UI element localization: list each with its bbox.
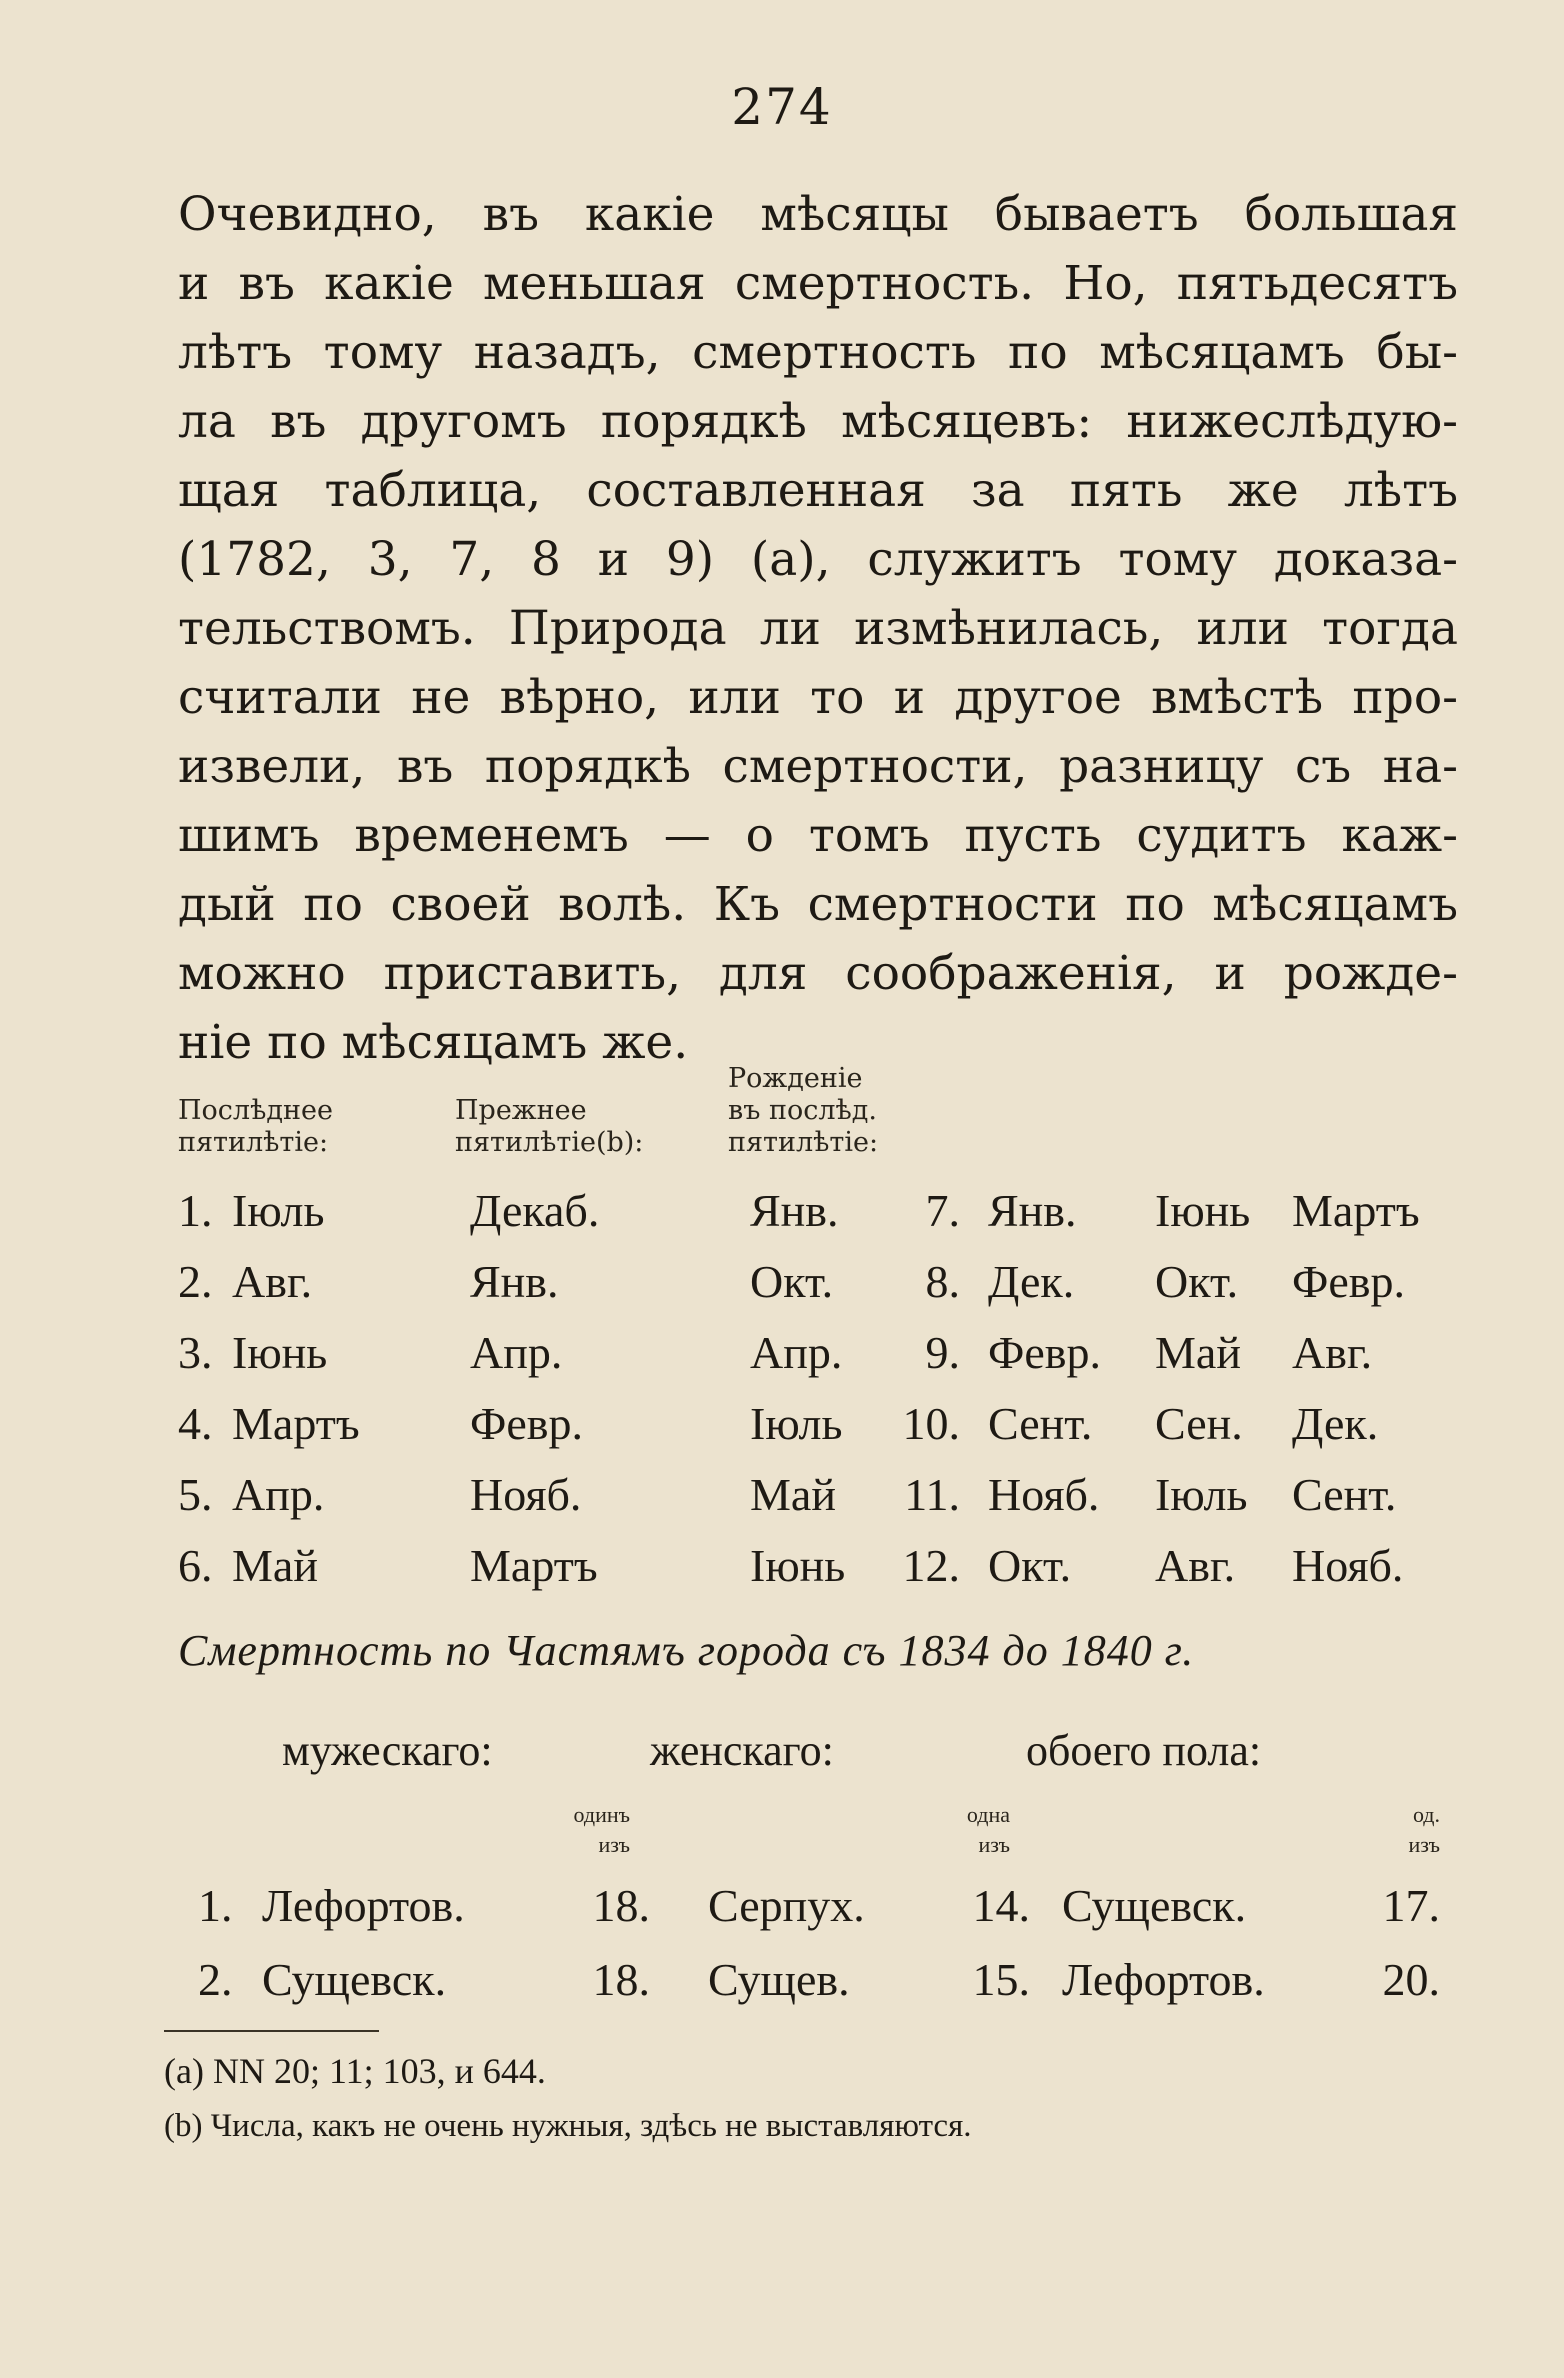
- header-one-of-male: одинъ изъ: [573, 1802, 630, 1857]
- header-last-five-years: Послѣднее пятилѣтіе:: [178, 1095, 333, 1158]
- month-cell-c2: Іюнь: [1155, 1185, 1251, 1236]
- month-cell-birth: Іюнь: [750, 1540, 846, 1591]
- month-cell-c3: Авг.: [1292, 1327, 1373, 1378]
- month-cell-last: Май: [232, 1540, 318, 1591]
- deaths-by-district-title: Смертность по Частямъ города съ 1834 до 1840 г.: [178, 1626, 1195, 1675]
- month-cell-birth: Іюль: [750, 1398, 843, 1449]
- month-cell-num: 2.: [178, 1256, 213, 1307]
- month-cell-last: Іюнь: [232, 1327, 328, 1378]
- district-cell-both: Сущевск.: [1062, 1880, 1247, 1931]
- paragraph-line: ла въ другомъ порядкѣ мѣсяцевъ: нижеслѣдую-: [178, 394, 1458, 449]
- month-cell-c1: Сент.: [988, 1398, 1093, 1449]
- paragraph-line: считали не вѣрно, или то и другое вмѣстѣ про-: [178, 670, 1458, 725]
- month-cell-former: Апр.: [470, 1327, 563, 1378]
- month-cell-num: 1.: [178, 1185, 213, 1236]
- month-cell-num: 4.: [178, 1398, 213, 1449]
- month-cell-last: Мартъ: [232, 1398, 360, 1449]
- month-cell-num2: 12.: [902, 1540, 960, 1591]
- month-cell-c3: Сент.: [1292, 1469, 1397, 1520]
- paragraph-line: можно приставить, для соображенія, и рожде-: [178, 946, 1458, 1001]
- district-cell-female: Серпух.: [708, 1880, 865, 1931]
- district-cell-female_n: 14.: [972, 1880, 1030, 1931]
- footnote-divider: [164, 2030, 379, 2032]
- month-cell-c3: Дек.: [1292, 1398, 1379, 1449]
- month-cell-num2: 8.: [925, 1256, 960, 1307]
- month-cell-c1: Нояб.: [988, 1469, 1100, 1520]
- month-cell-c2: Окт.: [1155, 1256, 1239, 1307]
- paragraph-line: и въ какіе меньшая смертность. Но, пятьдесятъ: [178, 256, 1458, 311]
- district-cell-male_n: 18.: [592, 1954, 650, 2005]
- month-cell-num: 6.: [178, 1540, 213, 1591]
- month-cell-num: 3.: [178, 1327, 213, 1378]
- month-cell-c2: Сен.: [1155, 1398, 1243, 1449]
- month-cell-num2: 7.: [925, 1185, 960, 1236]
- paragraph-line: лѣтъ тому назадъ, смертность по мѣсяцамъ бы-: [178, 325, 1458, 380]
- paragraph-line: извели, въ порядкѣ смертности, разницу съ на-: [178, 739, 1458, 794]
- month-cell-num2: 11.: [904, 1469, 960, 1520]
- paragraph-line: щая таблица, составленная за пять же лѣтъ: [178, 463, 1458, 518]
- district-cell-male: Сущевск.: [262, 1954, 447, 2005]
- footnote-a: (a) NN 20; 11; 103, и 644.: [164, 2051, 546, 2091]
- district-cell-num: 2.: [198, 1954, 233, 2005]
- paragraph-line: (1782, 3, 7, 8 и 9) (а), служитъ тому доказа-: [178, 532, 1458, 587]
- month-cell-c2: Авг.: [1155, 1540, 1236, 1591]
- month-cell-birth: Окт.: [750, 1256, 834, 1307]
- district-cell-both: Лефортов.: [1062, 1954, 1265, 2005]
- month-cell-birth: Май: [750, 1469, 836, 1520]
- month-cell-c3: Мартъ: [1292, 1185, 1420, 1236]
- page-number: 274: [731, 78, 833, 136]
- footnote-b: (b) Числа, какъ не очень нужныя, здѣсь не выставляются.: [164, 2108, 972, 2144]
- month-cell-c2: Май: [1155, 1327, 1241, 1378]
- district-cell-female_n: 15.: [972, 1954, 1030, 2005]
- month-cell-former: Февр.: [470, 1398, 583, 1449]
- month-cell-c2: Іюль: [1155, 1469, 1248, 1520]
- district-cell-female: Сущев.: [708, 1954, 850, 2005]
- month-cell-c1: Февр.: [988, 1327, 1101, 1378]
- gender-both-label: обоего пола:: [1026, 1726, 1262, 1775]
- month-cell-num2: 10.: [902, 1398, 960, 1449]
- month-cell-c1: Дек.: [988, 1256, 1075, 1307]
- paragraph-line: дый по своей волѣ. Къ смертности по мѣсяцамъ: [178, 877, 1458, 932]
- month-cell-c1: Окт.: [988, 1540, 1072, 1591]
- paragraph-line: тельствомъ. Природа ли измѣнилась, или тогда: [178, 601, 1458, 656]
- district-cell-num: 1.: [198, 1880, 233, 1931]
- district-cell-male: Лефортов.: [262, 1880, 465, 1931]
- month-cell-c1: Янв.: [988, 1185, 1077, 1236]
- district-cell-male_n: 18.: [592, 1880, 650, 1931]
- month-cell-num2: 9.: [925, 1327, 960, 1378]
- month-cell-c3: Февр.: [1292, 1256, 1405, 1307]
- month-cell-former: Нояб.: [470, 1469, 582, 1520]
- district-cell-both_n: 20.: [1382, 1954, 1440, 2005]
- month-cell-num: 5.: [178, 1469, 213, 1520]
- paragraph-line: ніе по мѣсяцамъ же.: [178, 1015, 689, 1070]
- district-cell-both_n: 17.: [1382, 1880, 1440, 1931]
- main-paragraph: [178, 180, 1458, 1077]
- month-cell-last: Авг.: [232, 1256, 313, 1307]
- month-cell-last: Апр.: [232, 1469, 325, 1520]
- month-cell-former: Декаб.: [470, 1185, 600, 1236]
- month-cell-last: Іюль: [232, 1185, 325, 1236]
- header-former-five-years: Прежнее пятилѣтіе(b):: [455, 1095, 644, 1158]
- gender-male-label: мужескаго:: [282, 1726, 493, 1775]
- month-cell-former: Мартъ: [470, 1540, 598, 1591]
- month-cell-birth: Янв.: [750, 1185, 839, 1236]
- header-one-of-both: од. изъ: [1408, 1802, 1440, 1857]
- paragraph-line: Очевидно, въ какіе мѣсяцы бываетъ большая: [178, 187, 1458, 242]
- header-one-of-female: одна изъ: [966, 1802, 1010, 1857]
- gender-female-label: женскаго:: [650, 1726, 834, 1775]
- month-cell-birth: Апр.: [750, 1327, 843, 1378]
- header-births: Рожденіе въ послѣд. пятилѣтіе:: [728, 1063, 879, 1158]
- paragraph-line: шимъ временемъ — о томъ пусть судитъ каж-: [178, 808, 1458, 863]
- month-cell-former: Янв.: [470, 1256, 559, 1307]
- month-cell-c3: Нояб.: [1292, 1540, 1404, 1591]
